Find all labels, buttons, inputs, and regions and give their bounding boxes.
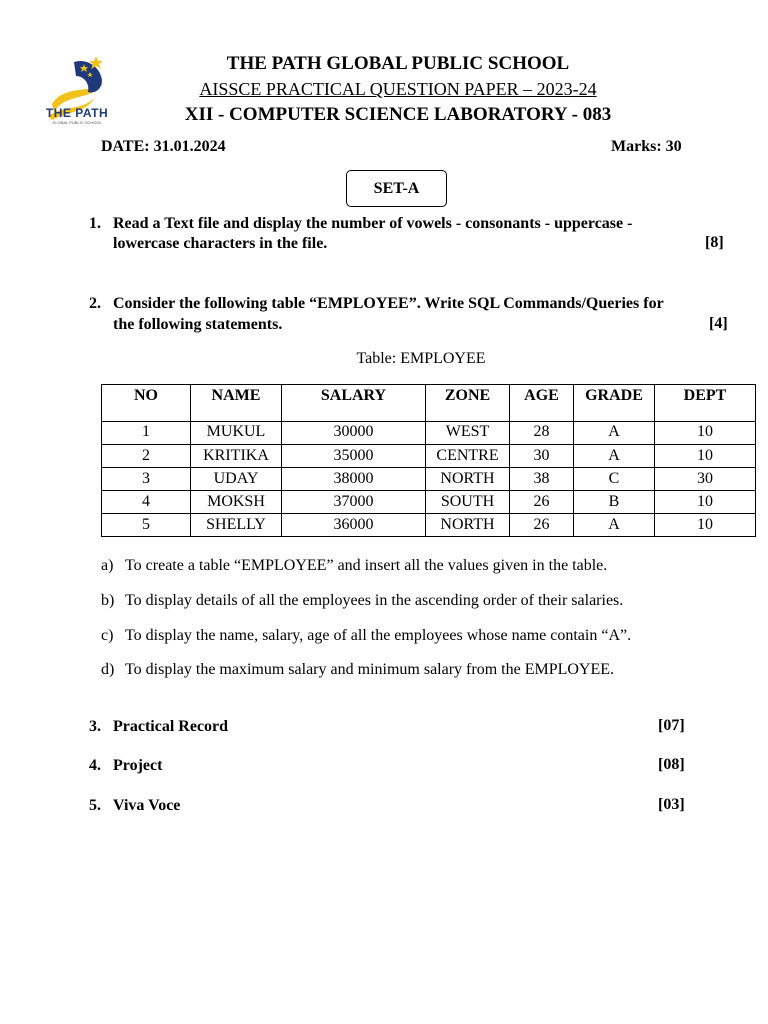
- table-row: [102, 445, 756, 468]
- q4-number: 4.: [89, 757, 101, 774]
- table-cell: 38: [510, 468, 574, 491]
- logo-text: THE PATH: [45, 106, 109, 120]
- subpart-text: To display the name, salary, age of all the employees whose name contain “A”.: [125, 627, 632, 644]
- table-cell: 2: [102, 445, 191, 468]
- q1-marks: [8]: [705, 234, 724, 251]
- col-header: SALARY: [282, 385, 426, 422]
- table-cell: 30: [655, 468, 756, 491]
- q1-number: 1.: [89, 215, 101, 232]
- q4-marks: [08]: [658, 756, 685, 773]
- q5-marks: [03]: [658, 796, 685, 813]
- table-cell: SHELLY: [191, 514, 282, 537]
- q2-line1: Consider the following table “EMPLOYEE”. Write SQL Commands/Queries for: [113, 295, 664, 312]
- table-caption: Table: EMPLOYEE: [356, 350, 486, 367]
- subpart-b: [101, 592, 623, 610]
- table-cell: 35000: [282, 445, 426, 468]
- q3-title: Practical Record: [113, 718, 229, 735]
- subject-title: XII - COMPUTER SCIENCE LABORATORY - 083: [184, 104, 612, 125]
- table-cell: MUKUL: [191, 422, 282, 445]
- table-cell: 28: [510, 422, 574, 445]
- table-cell: 5: [102, 514, 191, 537]
- table-cell: 3: [102, 468, 191, 491]
- table-cell: 38000: [282, 468, 426, 491]
- col-header: GRADE: [574, 385, 655, 422]
- col-header: ZONE: [426, 385, 510, 422]
- school-name: THE PATH GLOBAL PUBLIC SCHOOL: [226, 53, 570, 74]
- table-cell: MOKSH: [191, 491, 282, 514]
- table-cell: B: [574, 491, 655, 514]
- table-cell: 10: [655, 491, 756, 514]
- subpart-label: a): [101, 557, 114, 574]
- table-cell: C: [574, 468, 655, 491]
- table-row: [102, 491, 756, 514]
- col-header: DEPT: [655, 385, 756, 422]
- subpart-c: [101, 627, 631, 645]
- q3-number: 3.: [89, 718, 101, 735]
- exam-date: DATE: 31.01.2024: [101, 138, 226, 155]
- subpart-text: To display details of all the employees in the ascending order of their salaries.: [125, 592, 624, 609]
- q2-number: 2.: [89, 295, 101, 312]
- table-cell: CENTRE: [426, 445, 510, 468]
- subpart-label: c): [101, 627, 114, 644]
- subpart-label: d): [101, 661, 115, 678]
- employee-table: [101, 384, 756, 537]
- table-cell: 26: [510, 491, 574, 514]
- q3-marks: [07]: [658, 717, 685, 734]
- table-cell: A: [574, 514, 655, 537]
- q2-marks: [4]: [709, 315, 728, 332]
- table-cell: WEST: [426, 422, 510, 445]
- table-cell: SOUTH: [426, 491, 510, 514]
- q5-title: Viva Voce: [113, 797, 181, 814]
- table-cell: UDAY: [191, 468, 282, 491]
- paper-title: AISSCE PRACTICAL QUESTION PAPER – 2023-24: [199, 79, 597, 99]
- table-cell: KRITIKA: [191, 445, 282, 468]
- table-cell: 36000: [282, 514, 426, 537]
- table-cell: A: [574, 422, 655, 445]
- table-row: [102, 468, 756, 491]
- col-header: AGE: [510, 385, 574, 422]
- subpart-text: To display the maximum salary and minimum salary from the EMPLOYEE.: [125, 661, 615, 678]
- subpart-label: b): [101, 592, 115, 609]
- table-cell: 10: [655, 422, 756, 445]
- table-cell: 30: [510, 445, 574, 468]
- table-cell: 37000: [282, 491, 426, 514]
- table-row: [102, 514, 756, 537]
- q1-line2: lowercase characters in the file.: [113, 235, 328, 252]
- subpart-d: [101, 661, 614, 679]
- set-label: SET-A: [346, 170, 447, 207]
- table-cell: 30000: [282, 422, 426, 445]
- q5-number: 5.: [89, 797, 101, 814]
- table-cell: 4: [102, 491, 191, 514]
- col-header: NAME: [191, 385, 282, 422]
- q2-line2: the following statements.: [113, 316, 283, 333]
- table-cell: NORTH: [426, 468, 510, 491]
- table-cell: A: [574, 445, 655, 468]
- q4-title: Project: [113, 757, 163, 774]
- table-cell: 10: [655, 514, 756, 537]
- logo-subtext: GLOBAL PUBLIC SCHOOL: [52, 120, 102, 125]
- col-header: NO: [102, 385, 191, 422]
- table-cell: 10: [655, 445, 756, 468]
- table-cell: 1: [102, 422, 191, 445]
- subpart-a: [101, 557, 607, 575]
- q1-line1: Read a Text file and display the number of vowels - consonants - uppercase -: [113, 215, 633, 232]
- subpart-text: To create a table “EMPLOYEE” and insert all the values given in the table.: [125, 557, 608, 574]
- table-row: [102, 422, 756, 445]
- table-cell: NORTH: [426, 514, 510, 537]
- table-cell: 26: [510, 514, 574, 537]
- table-header-row: [102, 385, 756, 422]
- total-marks: Marks: 30: [611, 138, 682, 155]
